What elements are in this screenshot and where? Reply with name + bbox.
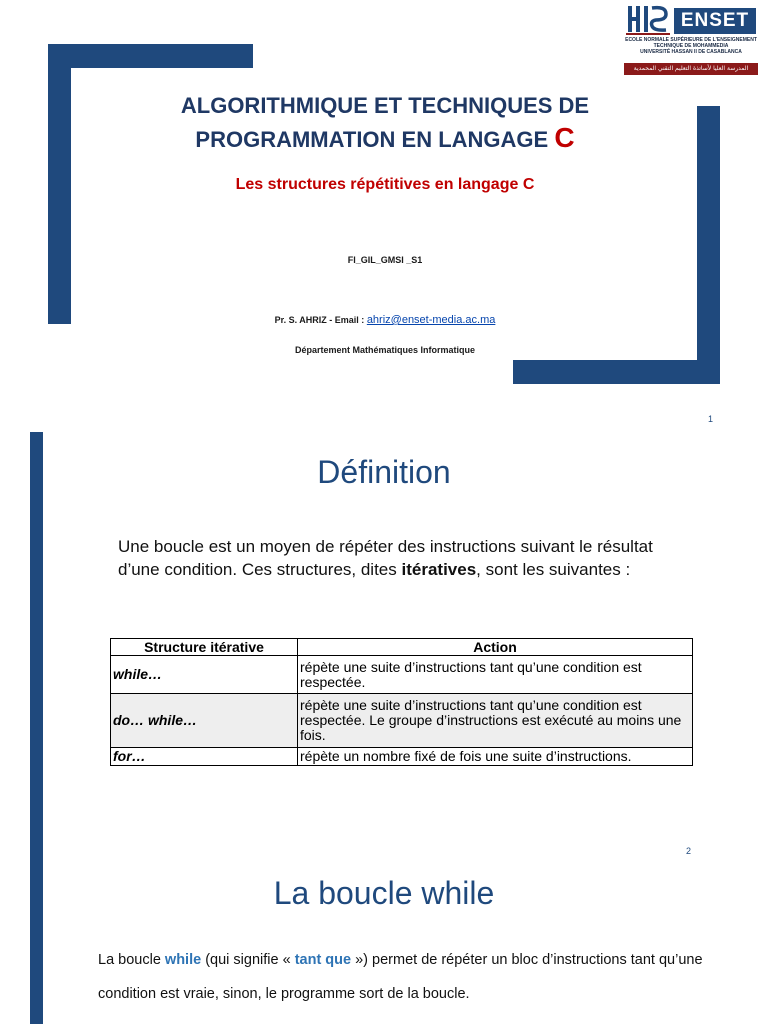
frame-bar-top-left <box>48 44 253 68</box>
keyword-while: while <box>164 952 202 968</box>
logo-subtitle: ECOLE NORMALE SUPÉRIEURE DE L'ENSEIGNEMENT TECHNIQUE DE MOHAMMEDIA UNIVERSITÉ HASSAN II DE CASABLANCA <box>625 37 757 55</box>
frame-bar-left <box>48 44 71 324</box>
table-cell-action: répète une suite d’instructions tant qu’une condition est respectée. Le groupe d’instructions est exécuté au moins une fois. <box>298 694 693 748</box>
table-cell-structure: for… <box>111 748 298 766</box>
logo-wordmark: ENSET <box>674 8 756 34</box>
page-number-2: 2 <box>686 846 692 856</box>
left-accent-bar <box>30 432 43 865</box>
keyword-tant-que: tant que <box>294 952 352 968</box>
table-cell-structure: do… while… <box>111 694 298 748</box>
table-header-row <box>111 639 693 656</box>
table-row <box>111 694 693 748</box>
enset-logo <box>622 4 760 76</box>
course-title: ALGORITHMIQUE ET TECHNIQUES DE PROGRAMMATION EN LANGAGE C <box>180 93 590 153</box>
table-header-structure: Structure itérative <box>111 639 298 656</box>
table-header-action: Action <box>298 639 693 656</box>
slide-title-while: La boucle while <box>273 875 495 911</box>
slide-definition <box>0 432 768 865</box>
table-row <box>111 656 693 694</box>
logo-arabic-banner: المدرسة العليا لأساتذة التعليم التقني المحمدية <box>624 63 758 75</box>
lesson-subtitle: Les structures répétitives en langage C <box>235 176 535 193</box>
iterative-structures-table <box>110 638 693 766</box>
table-cell-structure: while… <box>111 656 298 694</box>
keyword-iteratives: itératives <box>401 560 477 579</box>
author-email-link[interactable]: ahriz@enset-media.ac.ma <box>366 314 496 326</box>
while-description: La boucle while (qui signifie « tant que ») permet de répéter un bloc d’instructions tant qu’une condition est vraie, sinon, le programme sort de la boucle. <box>98 952 703 1002</box>
title-language-c: C <box>554 122 575 153</box>
slide-while-loop <box>0 865 768 1024</box>
course-code: FI_GIL_GMSI _S1 <box>347 255 423 265</box>
author-line: Pr. S. AHRIZ - Email : ahriz@enset-media.ac.ma <box>274 314 496 326</box>
slide-title-definition: Définition <box>317 454 451 490</box>
page-number-1: 1 <box>708 414 714 424</box>
table-row <box>111 748 693 766</box>
definition-paragraph: Une boucle est un moyen de répéter des instructions suivant le résultat d’une condition. Ces structures, dites itératives, sont les suivantes : <box>118 537 653 579</box>
table-cell-action: répète un nombre fixé de fois une suite d’instructions. <box>298 748 693 766</box>
department-name: Département Mathématiques Informatique <box>294 345 476 355</box>
slide-title-page <box>0 0 768 432</box>
frame-bar-bottom-right <box>513 360 720 384</box>
enset-emblem-icon <box>626 4 670 36</box>
table-cell-action: répète une suite d’instructions tant qu’une condition est respectée. <box>298 656 693 694</box>
frame-bar-right <box>697 106 720 384</box>
